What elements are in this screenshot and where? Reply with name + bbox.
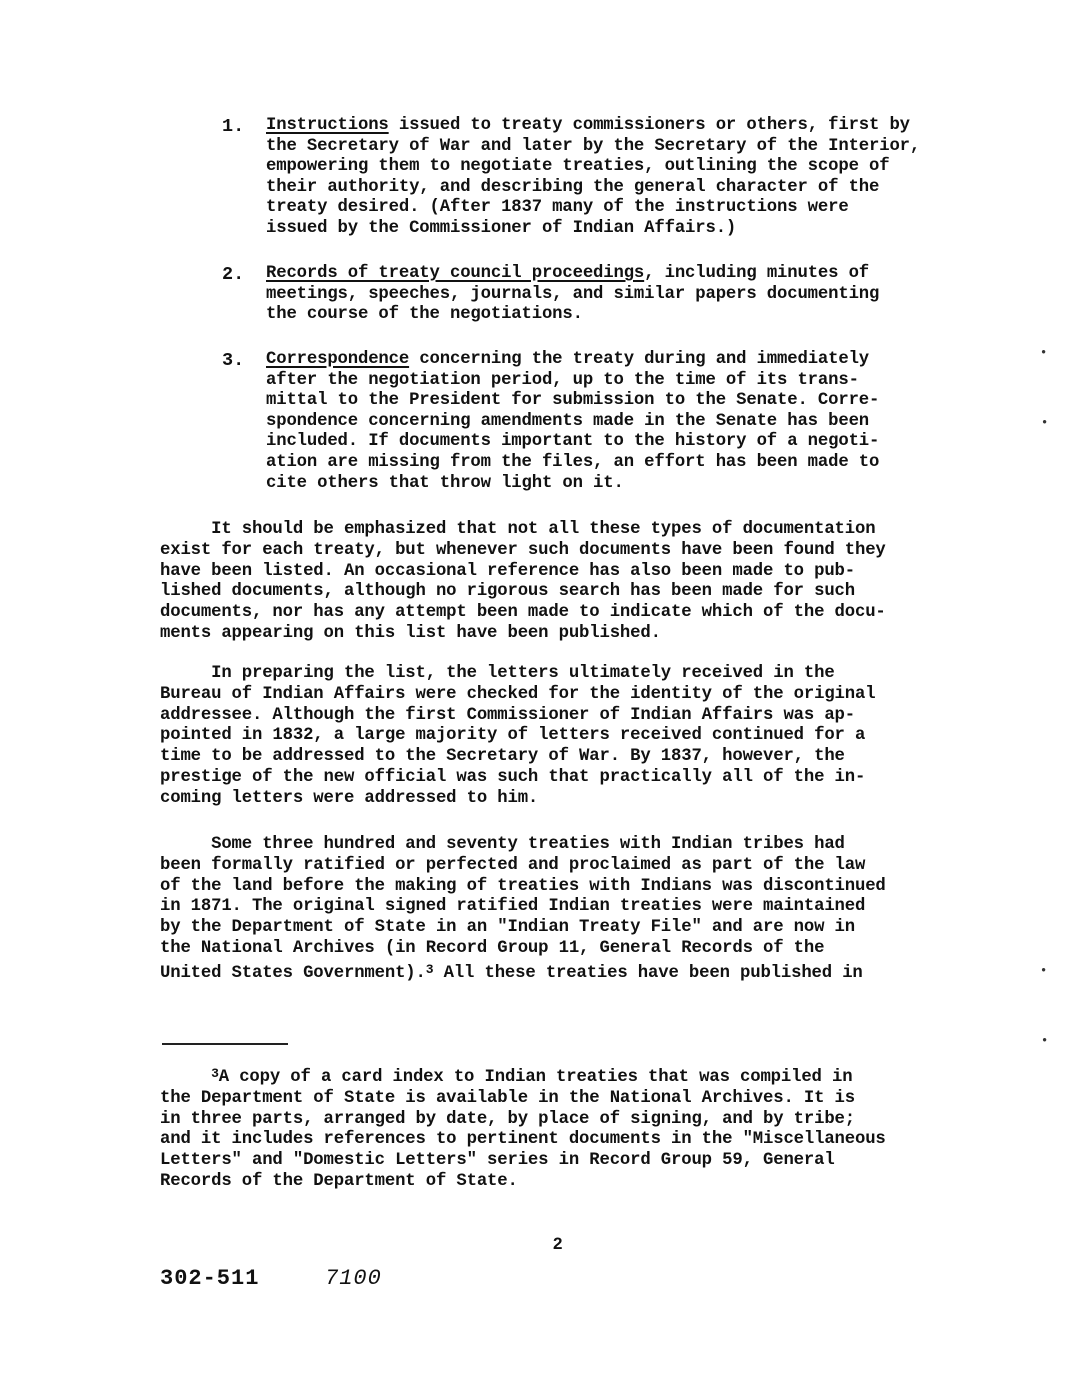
paragraph-line: In preparing the list, the letters ultimately received in the — [160, 664, 835, 683]
list-number: 2. — [222, 264, 245, 285]
list-lead-term: Records of treaty council proceedings — [266, 264, 645, 283]
paragraph-line: pointed in 1832, a large majority of letters received continued for a — [160, 726, 866, 746]
paragraph-line: All these treaties have been published in — [433, 963, 863, 983]
margin-speck: • — [1041, 1034, 1049, 1048]
paragraph-line: in 1871. The original signed ratified Indian treaties were maintained — [160, 897, 866, 917]
list-line: concerning the treaty during and immediately — [409, 350, 870, 369]
list-line: treaty desired. (After 1837 many of the instructions were — [266, 198, 849, 218]
footnote-marker: 3 — [211, 1066, 219, 1081]
paragraph-line: documents, nor has any attempt been made to indicate which of the docu- — [160, 603, 886, 623]
footnote-separator — [162, 1043, 288, 1045]
list-item-records — [222, 264, 952, 326]
list-item-correspondence — [222, 350, 952, 494]
footnote-reference: 3 — [425, 961, 434, 977]
paragraph-line: by the Department of State in an "Indian Treaty File" and are now in — [160, 918, 855, 938]
print-run-number: 7100 — [325, 1266, 382, 1291]
paragraph-line: ments appearing on this list have been published. — [160, 623, 661, 643]
list-line: mittal to the President for submission to the Senate. Corre- — [266, 391, 880, 411]
list-line: their authority, and describing the general character of the — [266, 177, 880, 197]
margin-speck: • — [1040, 346, 1048, 360]
footnote-line: and it includes references to pertinent documents in the "Miscellaneous — [160, 1130, 886, 1150]
list-line: empowering them to negotiate treaties, outlining the scope of — [266, 157, 890, 177]
list-item-instructions — [222, 116, 952, 240]
paragraph-line: time to be addressed to the Secretary of War. By 1837, however, the — [160, 747, 845, 767]
paragraph-line: lished documents, although no rigorous search has been made for such — [160, 582, 855, 602]
page-number: 2 — [553, 1234, 563, 1253]
paragraph-line: Some three hundred and seventy treaties with Indian tribes had — [160, 835, 845, 854]
list-lead-term: Correspondence — [266, 350, 410, 369]
paragraph-treaties — [160, 835, 940, 985]
footnote — [160, 1064, 940, 1193]
list-number: 1. — [222, 116, 245, 137]
list-line: issued to treaty commissioners or others, first by — [388, 116, 910, 135]
footnote-line: the Department of State is available in the National Archives. It is — [160, 1088, 855, 1108]
paragraph-line: of the land before the making of treaties with Indians was discontinued — [160, 876, 886, 896]
list-number: 3. — [222, 350, 245, 371]
paragraph-line: prestige of the new official was such that practically all of the in- — [160, 767, 866, 787]
footnote-line: in three parts, arranged by date, by place of signing, and by tribe; — [160, 1109, 855, 1129]
list-line: spondence concerning amendments made in the Senate has been — [266, 411, 870, 431]
paragraph-line: the National Archives (in Record Group 11, General Records of the — [160, 938, 825, 958]
paragraph-line: exist for each treaty, but whenever such documents have been found they — [160, 540, 886, 560]
list-line: cite others that throw light on it. — [266, 473, 624, 493]
list-line: , including minutes of — [644, 264, 870, 283]
footnote-line: Letters" and "Domestic Letters" series in Record Group 59, General — [160, 1151, 835, 1171]
paragraph-line: coming letters were addressed to him. — [160, 788, 539, 808]
paragraph-preparing — [160, 664, 940, 810]
list-line: after the negotiation period, up to the time of its trans- — [266, 370, 859, 390]
list-line: meetings, speeches, journals, and similar papers documenting — [266, 284, 880, 304]
list-line: the Secretary of War and later by the Secretary of the Interior, — [266, 136, 921, 156]
margin-speck: • — [1041, 416, 1049, 430]
paragraph-line: been formally ratified or perfected and proclaimed as part of the law — [160, 855, 866, 875]
print-code: 302-511 — [160, 1266, 260, 1291]
paragraph-line: It should be emphasized that not all these types of documentation — [160, 520, 876, 539]
list-line: ation are missing from the files, an effort has been made to — [266, 452, 880, 472]
footnote-line: A copy of a card index to Indian treaties that was compiled in — [218, 1068, 853, 1087]
paragraph-line: Bureau of Indian Affairs were checked for the identity of the original — [160, 684, 876, 704]
paragraph-line: have been listed. An occasional reference has also been made to pub- — [160, 561, 855, 581]
paragraph-emphasis — [160, 520, 940, 645]
list-lead-term: Instructions — [266, 116, 389, 135]
footnote-line: Records of the Department of State. — [160, 1171, 518, 1191]
list-line: issued by the Commissioner of Indian Affairs.) — [266, 218, 737, 238]
paragraph-line: United States Government). — [160, 963, 426, 983]
paragraph-line: addressee. Although the first Commissioner of Indian Affairs was ap- — [160, 705, 855, 725]
list-line: included. If documents important to the history of a negoti- — [266, 432, 880, 452]
list-line: the course of the negotiations. — [266, 305, 583, 325]
margin-speck: • — [1040, 964, 1048, 978]
